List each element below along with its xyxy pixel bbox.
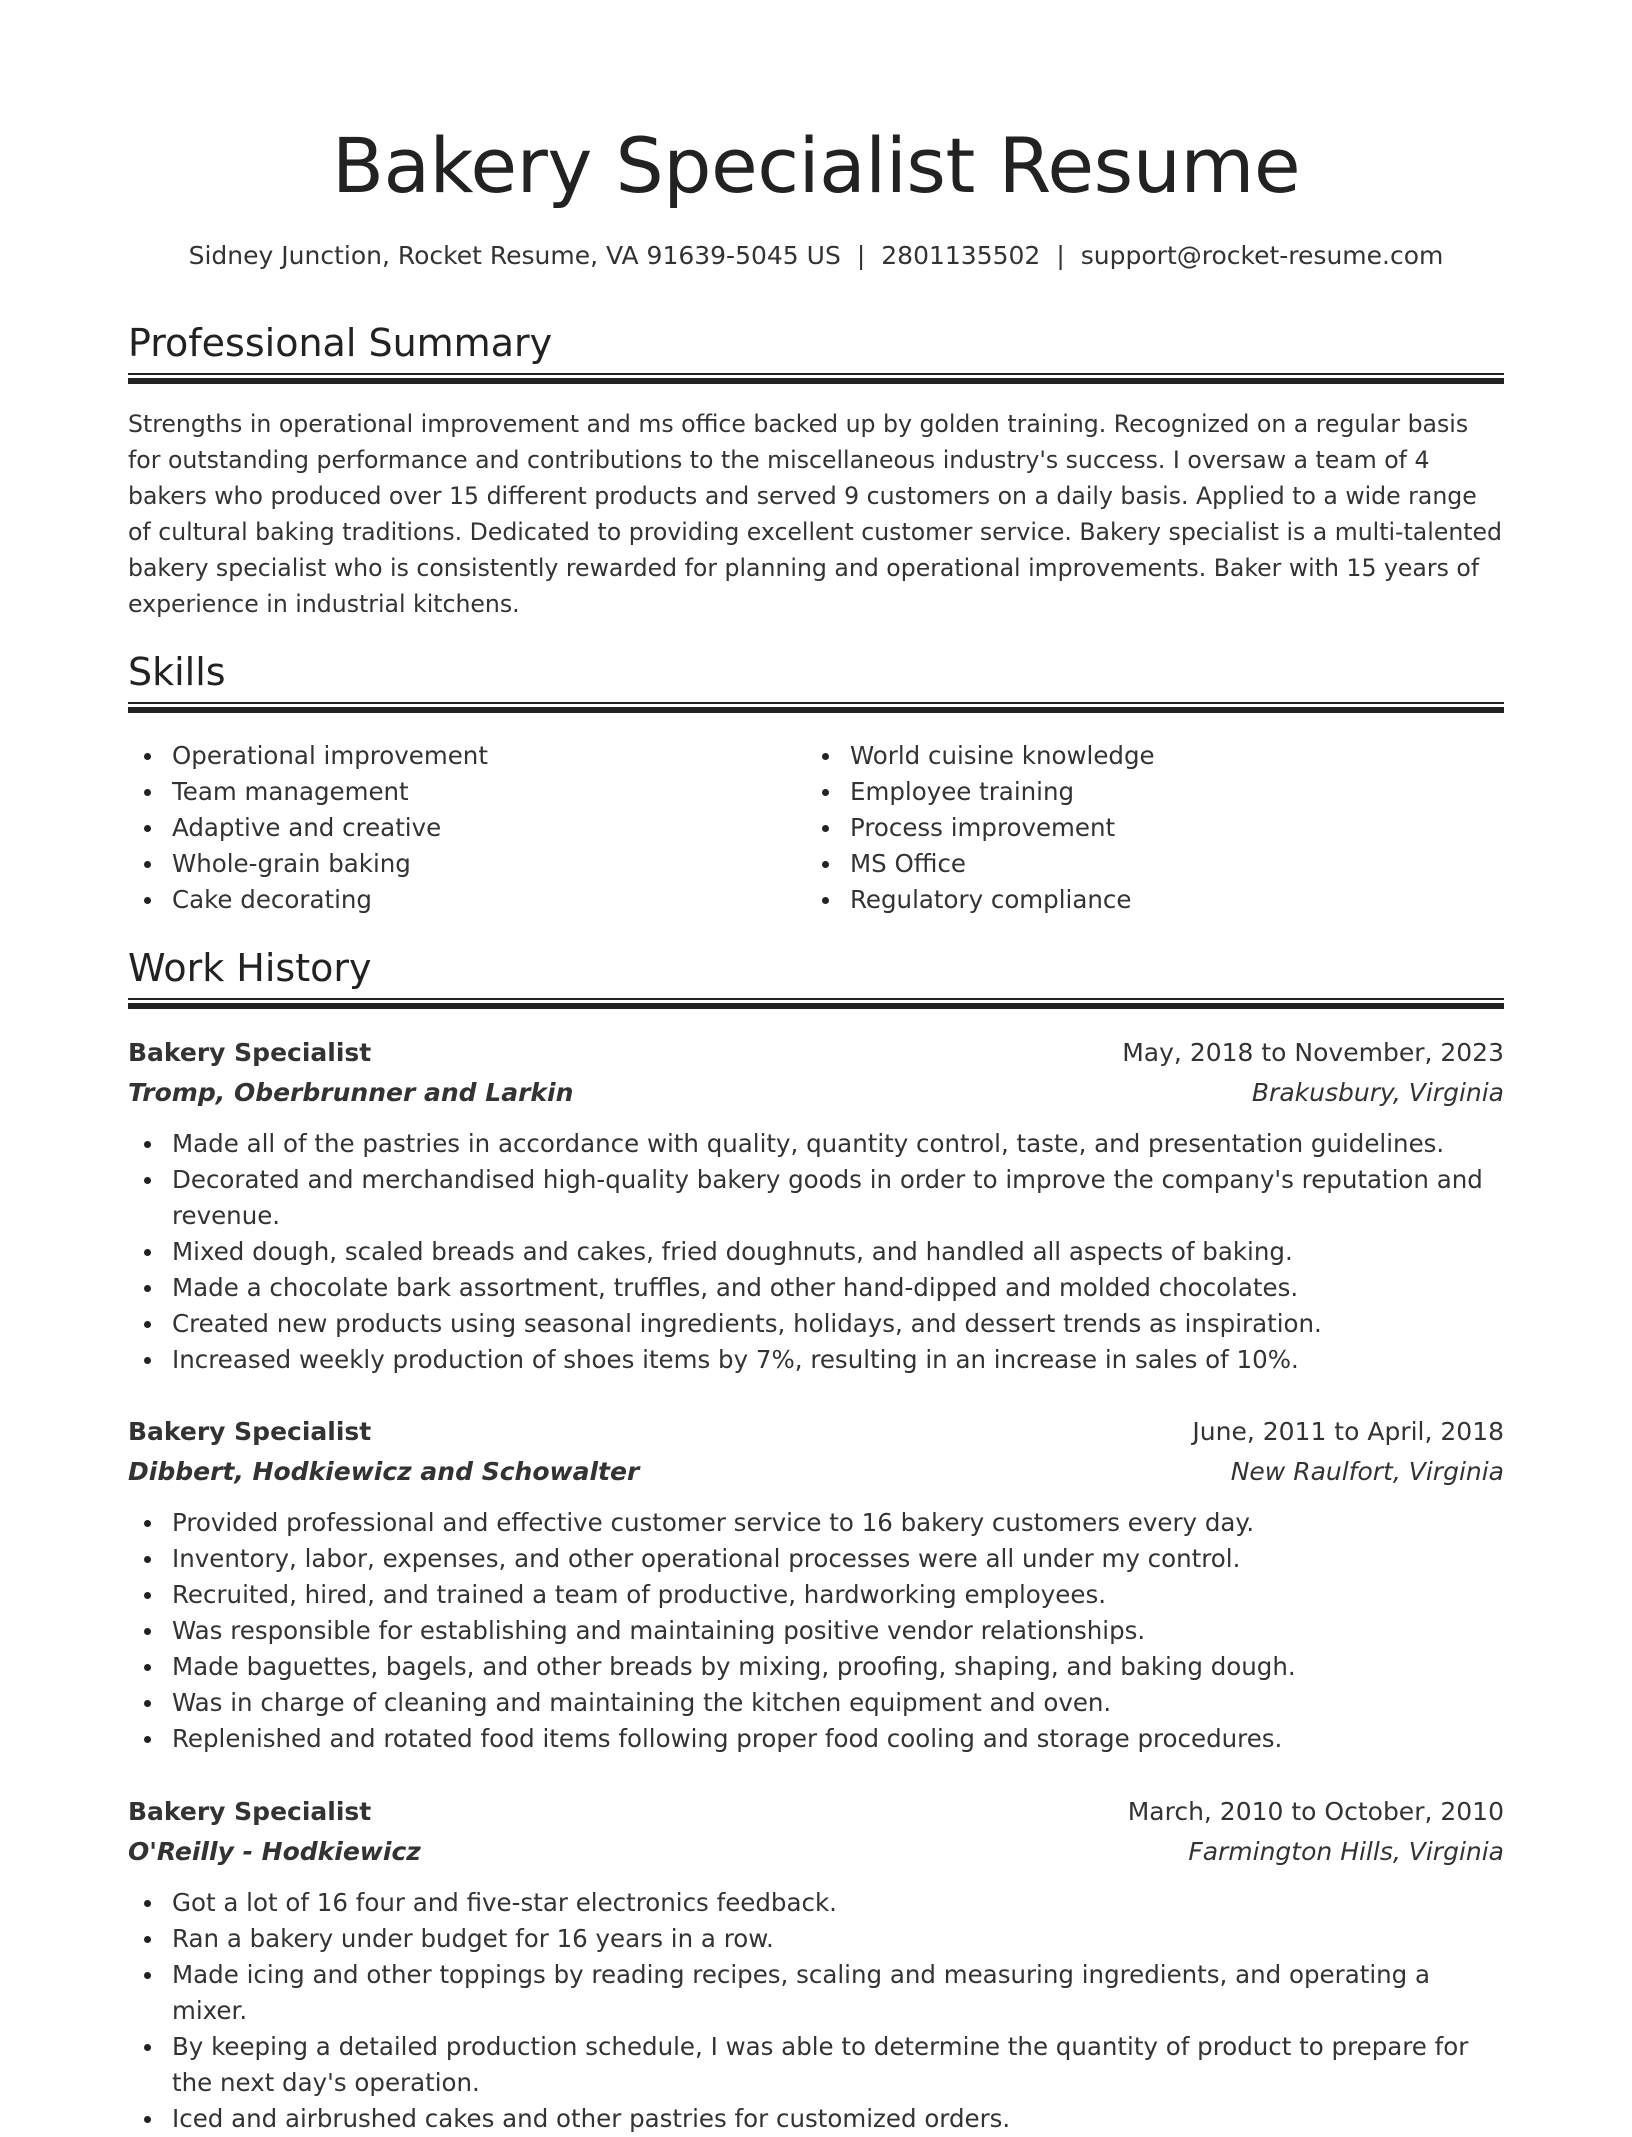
job-company: Tromp, Oberbrunner and Larkin (128, 1078, 574, 1107)
job-company-row (128, 1074, 1504, 1114)
contact-phone: 2801135502 (881, 241, 1041, 270)
job-bullets (128, 1505, 1504, 1757)
skill-item: World cuisine knowledge (806, 738, 1466, 774)
job-bullet: Replenished and rotated food items following proper food cooling and storage procedures. (128, 1721, 1504, 1757)
job-title-row (128, 1413, 1504, 1453)
job-bullet: Provided professional and effective customer service to 16 bakery customers every day. (128, 1505, 1504, 1541)
job-bullet: Made icing and other toppings by reading recipes, scaling and measuring ingredients, and operating a mixer. (128, 1957, 1504, 2029)
job-bullet: Made all of the pastries in accordance with quality, quantity control, taste, and presentation guidelines. (128, 1126, 1504, 1162)
contact-separator: | (1056, 241, 1065, 270)
contact-separator: | (856, 241, 866, 270)
job-location: Farmington Hills, Virginia (1188, 1837, 1504, 1866)
page-title: Bakery Specialist Resume (331, 121, 1301, 210)
job-bullet: Made baguettes, bagels, and other breads by mixing, proofing, shaping, and baking dough. (128, 1649, 1504, 1685)
skill-item: Regulatory compliance (806, 882, 1466, 918)
section-divider (128, 702, 1504, 713)
contact-email: support@rocket-resume.com (1080, 241, 1444, 270)
job-bullet: Was responsible for establishing and maintaining positive vendor relationships. (128, 1613, 1504, 1649)
skills-list-left (128, 738, 788, 918)
summary-heading: Professional Summary (128, 321, 553, 365)
job-dates: June, 2011 to April, 2018 (1192, 1417, 1504, 1446)
job-bullets (128, 1126, 1504, 1378)
section-divider (128, 373, 1504, 384)
skills-heading: Skills (128, 650, 226, 694)
job-bullets (128, 1885, 1504, 2137)
job-bullet: Ran a bakery under budget for 16 years in a row. (128, 1921, 1504, 1957)
section-divider (128, 998, 1504, 1009)
contact-address: Sidney Junction, Rocket Resume, VA 91639-5045 US (188, 241, 841, 270)
job-title: Bakery Specialist (128, 1038, 372, 1067)
job-bullet: Inventory, labor, expenses, and other operational processes were all under my control. (128, 1541, 1504, 1577)
job-bullet: Got a lot of 16 four and five-star electronics feedback. (128, 1885, 1504, 1921)
summary-text: Strengths in operational improvement and ms office backed up by golden training. Recognized on a regular basis for outstanding performance and contributions to the miscellaneous industry's success. I oversaw a team of 4 bakers who produced over 15 different products and served 9 customers on a daily basis. Applied to a wide range of cultural baking traditions. Dedicated to providing excellent customer service. Bakery specialist is a multi-talented bakery specialist who is consistently rewarded for planning and operational improvements. Baker with 15 years of experience in industrial kitchens. (128, 410, 1503, 618)
skills-list-right (806, 738, 1466, 918)
skill-item: Cake decorating (128, 882, 788, 918)
work-history-heading: Work History (128, 946, 372, 990)
job-title: Bakery Specialist (128, 1797, 372, 1826)
job-company-row (128, 1453, 1504, 1493)
job-entry (128, 1413, 1504, 1757)
skill-item: MS Office (806, 846, 1466, 882)
job-company-row (128, 1833, 1504, 1873)
skill-item: Adaptive and creative (128, 810, 788, 846)
job-dates: March, 2010 to October, 2010 (1127, 1797, 1504, 1826)
skill-item: Whole-grain baking (128, 846, 788, 882)
skill-item: Team management (128, 774, 788, 810)
job-bullet: Made a chocolate bark assortment, truffles, and other hand-dipped and molded chocolates. (128, 1270, 1504, 1306)
job-bullet: Increased weekly production of shoes items by 7%, resulting in an increase in sales of 10%. (128, 1342, 1504, 1378)
job-bullet: Decorated and merchandised high-quality bakery goods in order to improve the company's reputation and revenue. (128, 1162, 1504, 1234)
job-company: Dibbert, Hodkiewicz and Schowalter (128, 1457, 640, 1486)
skill-item: Operational improvement (128, 738, 788, 774)
skill-item: Process improvement (806, 810, 1466, 846)
job-dates: May, 2018 to November, 2023 (1122, 1038, 1504, 1067)
job-entry (128, 1034, 1504, 1378)
job-title: Bakery Specialist (128, 1417, 372, 1446)
contact-line (128, 236, 1504, 276)
job-bullet: Recruited, hired, and trained a team of productive, hardworking employees. (128, 1577, 1504, 1613)
job-bullet: Created new products using seasonal ingredients, holidays, and dessert trends as inspiration. (128, 1306, 1504, 1342)
job-title-row (128, 1034, 1504, 1074)
job-entry (128, 1793, 1504, 2137)
job-location: New Raulfort, Virginia (1230, 1457, 1504, 1486)
job-company: O'Reilly - Hodkiewicz (128, 1837, 421, 1866)
job-bullet: Mixed dough, scaled breads and cakes, fried doughnuts, and handled all aspects of baking. (128, 1234, 1504, 1270)
job-bullet: Was in charge of cleaning and maintaining the kitchen equipment and oven. (128, 1685, 1504, 1721)
job-bullet: Iced and airbrushed cakes and other pastries for customized orders. (128, 2101, 1504, 2137)
skill-item: Employee training (806, 774, 1466, 810)
job-bullet: By keeping a detailed production schedule, I was able to determine the quantity of product to prepare for the next day's operation. (128, 2029, 1504, 2101)
job-title-row (128, 1793, 1504, 1833)
job-location: Brakusbury, Virginia (1251, 1078, 1504, 1107)
